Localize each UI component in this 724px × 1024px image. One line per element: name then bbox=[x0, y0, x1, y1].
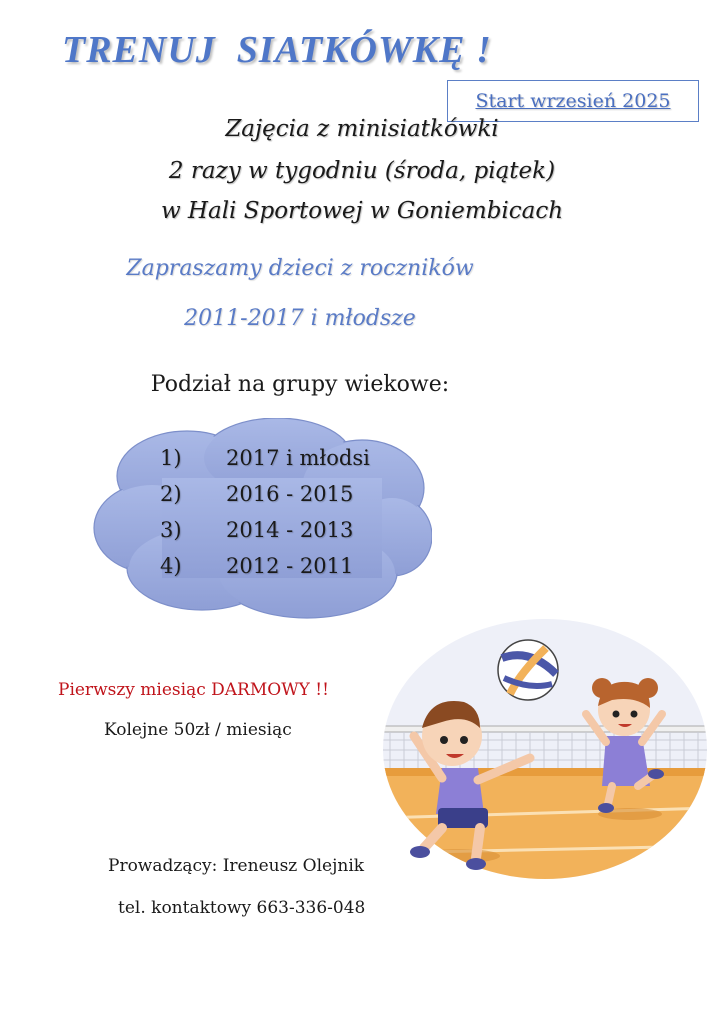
start-date-label: Start wrzesień 2025 bbox=[475, 90, 671, 112]
kids-volleyball-illustration bbox=[380, 618, 710, 880]
free-month-notice: Pierwszy miesiąc DARMOWY !! bbox=[58, 680, 329, 700]
age-group-number: 1) bbox=[160, 446, 182, 470]
age-groups-heading: Podział na grupy wiekowe: bbox=[150, 372, 450, 397]
monthly-price: Kolejne 50zł / miesiąc bbox=[104, 720, 292, 740]
age-group-3 bbox=[160, 518, 420, 552]
page-title: TRENUJ SIATKÓWKĘ ! bbox=[62, 29, 492, 71]
age-group-2 bbox=[160, 482, 420, 516]
age-group-years: 2017 i młodsi bbox=[226, 446, 370, 470]
age-group-years: 2012 - 2011 bbox=[226, 554, 354, 578]
contact-phone: tel. kontaktowy 663-336-048 bbox=[118, 898, 366, 918]
age-group-1 bbox=[160, 446, 420, 480]
info-line-3: w Hali Sportowej w Goniembicach bbox=[160, 198, 564, 224]
volleyball-icon bbox=[498, 640, 558, 700]
invite-line-2: 2011-2017 i młodsze bbox=[184, 306, 416, 331]
invite-line-1: Zapraszamy dzieci z roczników bbox=[126, 256, 474, 281]
info-line-1: Zajęcia z minisiatkówki bbox=[225, 116, 499, 142]
info-line-2: 2 razy w tygodniu (środa, piątek) bbox=[168, 158, 556, 184]
age-group-years: 2016 - 2015 bbox=[226, 482, 354, 506]
age-group-number: 3) bbox=[160, 518, 182, 542]
coach-name: Prowadzący: Ireneusz Olejnik bbox=[108, 856, 365, 876]
age-group-number: 4) bbox=[160, 554, 182, 578]
age-group-years: 2014 - 2013 bbox=[226, 518, 354, 542]
age-group-number: 2) bbox=[160, 482, 182, 506]
age-group-4 bbox=[160, 554, 420, 588]
